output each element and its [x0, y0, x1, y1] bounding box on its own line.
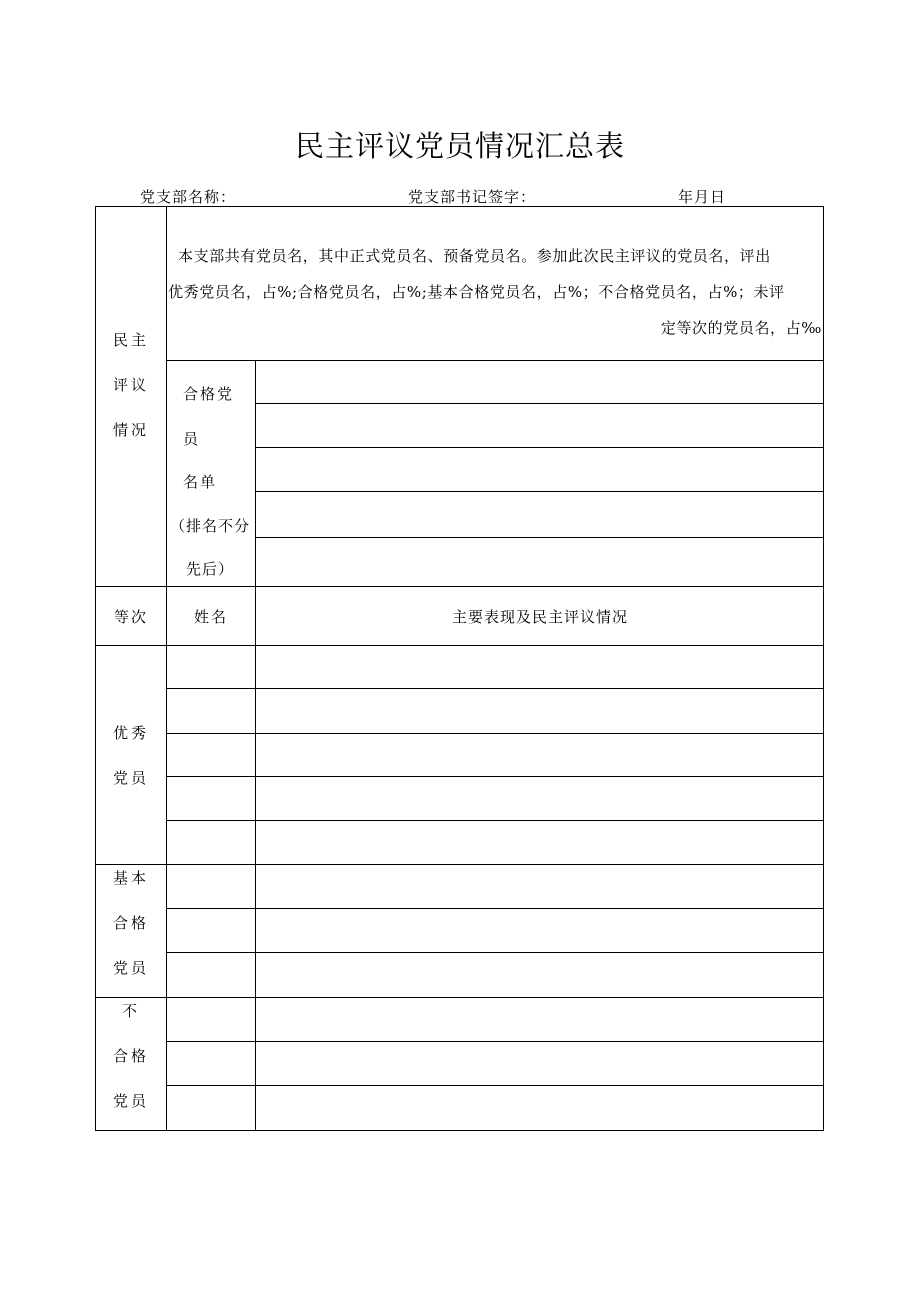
- row-divider: [166, 952, 824, 953]
- review-label-line: 情况: [112, 421, 149, 439]
- group-label-line: 合格: [112, 1047, 149, 1065]
- summary-line: 优秀党员名，占%;合格党员名，占%;基本合格党员名，占%；不合格党员名，占%；未评: [168, 283, 785, 301]
- row-divider: [166, 776, 824, 777]
- row-divider: [166, 908, 824, 909]
- qualified-list-label: 员: [183, 430, 201, 448]
- group-basic-label: [96, 856, 166, 991]
- row-divider: [255, 447, 824, 448]
- group-label-line: 优秀: [112, 724, 149, 742]
- row-divider: [166, 1041, 824, 1042]
- date-label: 年月日: [678, 188, 727, 206]
- row-divider: [166, 688, 824, 689]
- row-divider: [95, 997, 824, 998]
- header-grade: 等次: [113, 608, 148, 626]
- row-divider: [95, 586, 824, 587]
- row-divider: [95, 645, 824, 646]
- row-divider: [166, 1085, 824, 1086]
- header-performance: 主要表现及民主评议情况: [451, 608, 628, 626]
- secretary-signature-label: 党支部书记签字：: [408, 188, 537, 206]
- group-label-line: 党员: [112, 769, 149, 787]
- column-divider-name: [255, 586, 256, 1131]
- group-excellent-label: [96, 711, 166, 801]
- summary-line: 定等次的党员名，占‰: [660, 319, 822, 337]
- row-divider: [95, 864, 824, 865]
- review-summary: [168, 238, 822, 346]
- row-divider: [255, 491, 824, 492]
- qualified-list-label: 合格党: [183, 385, 235, 403]
- group-label-line: 党员: [112, 959, 149, 977]
- qualified-list-note: 先后）: [186, 560, 235, 578]
- row-divider: [255, 403, 824, 404]
- review-section-label: [96, 318, 166, 453]
- page-title: 民主评议党员情况汇总表: [294, 129, 625, 163]
- column-divider-grade: [166, 206, 167, 1131]
- row-divider: [255, 537, 824, 538]
- summary-line: 本支部共有党员名，其中正式党员名、预备党员名。参加此次民主评议的党员名，评出: [178, 247, 771, 265]
- qualified-list-note: （排名不分: [170, 517, 251, 535]
- group-label-line: 党员: [112, 1092, 149, 1110]
- row-divider: [166, 733, 824, 734]
- qualified-list-label: 名单: [183, 473, 218, 491]
- review-label-line: 评议: [112, 376, 149, 394]
- review-label-line: 民主: [112, 331, 149, 349]
- header-name: 姓名: [193, 608, 228, 626]
- branch-name-label: 党支部名称：: [140, 188, 237, 206]
- group-label-line: 合格: [112, 914, 149, 932]
- column-divider-qualified: [255, 360, 256, 586]
- row-divider: [166, 820, 824, 821]
- group-unqualified-label: [96, 989, 166, 1124]
- group-label-line: 基本: [112, 869, 149, 887]
- group-label-line: 不: [121, 1002, 140, 1020]
- row-divider: [166, 360, 824, 361]
